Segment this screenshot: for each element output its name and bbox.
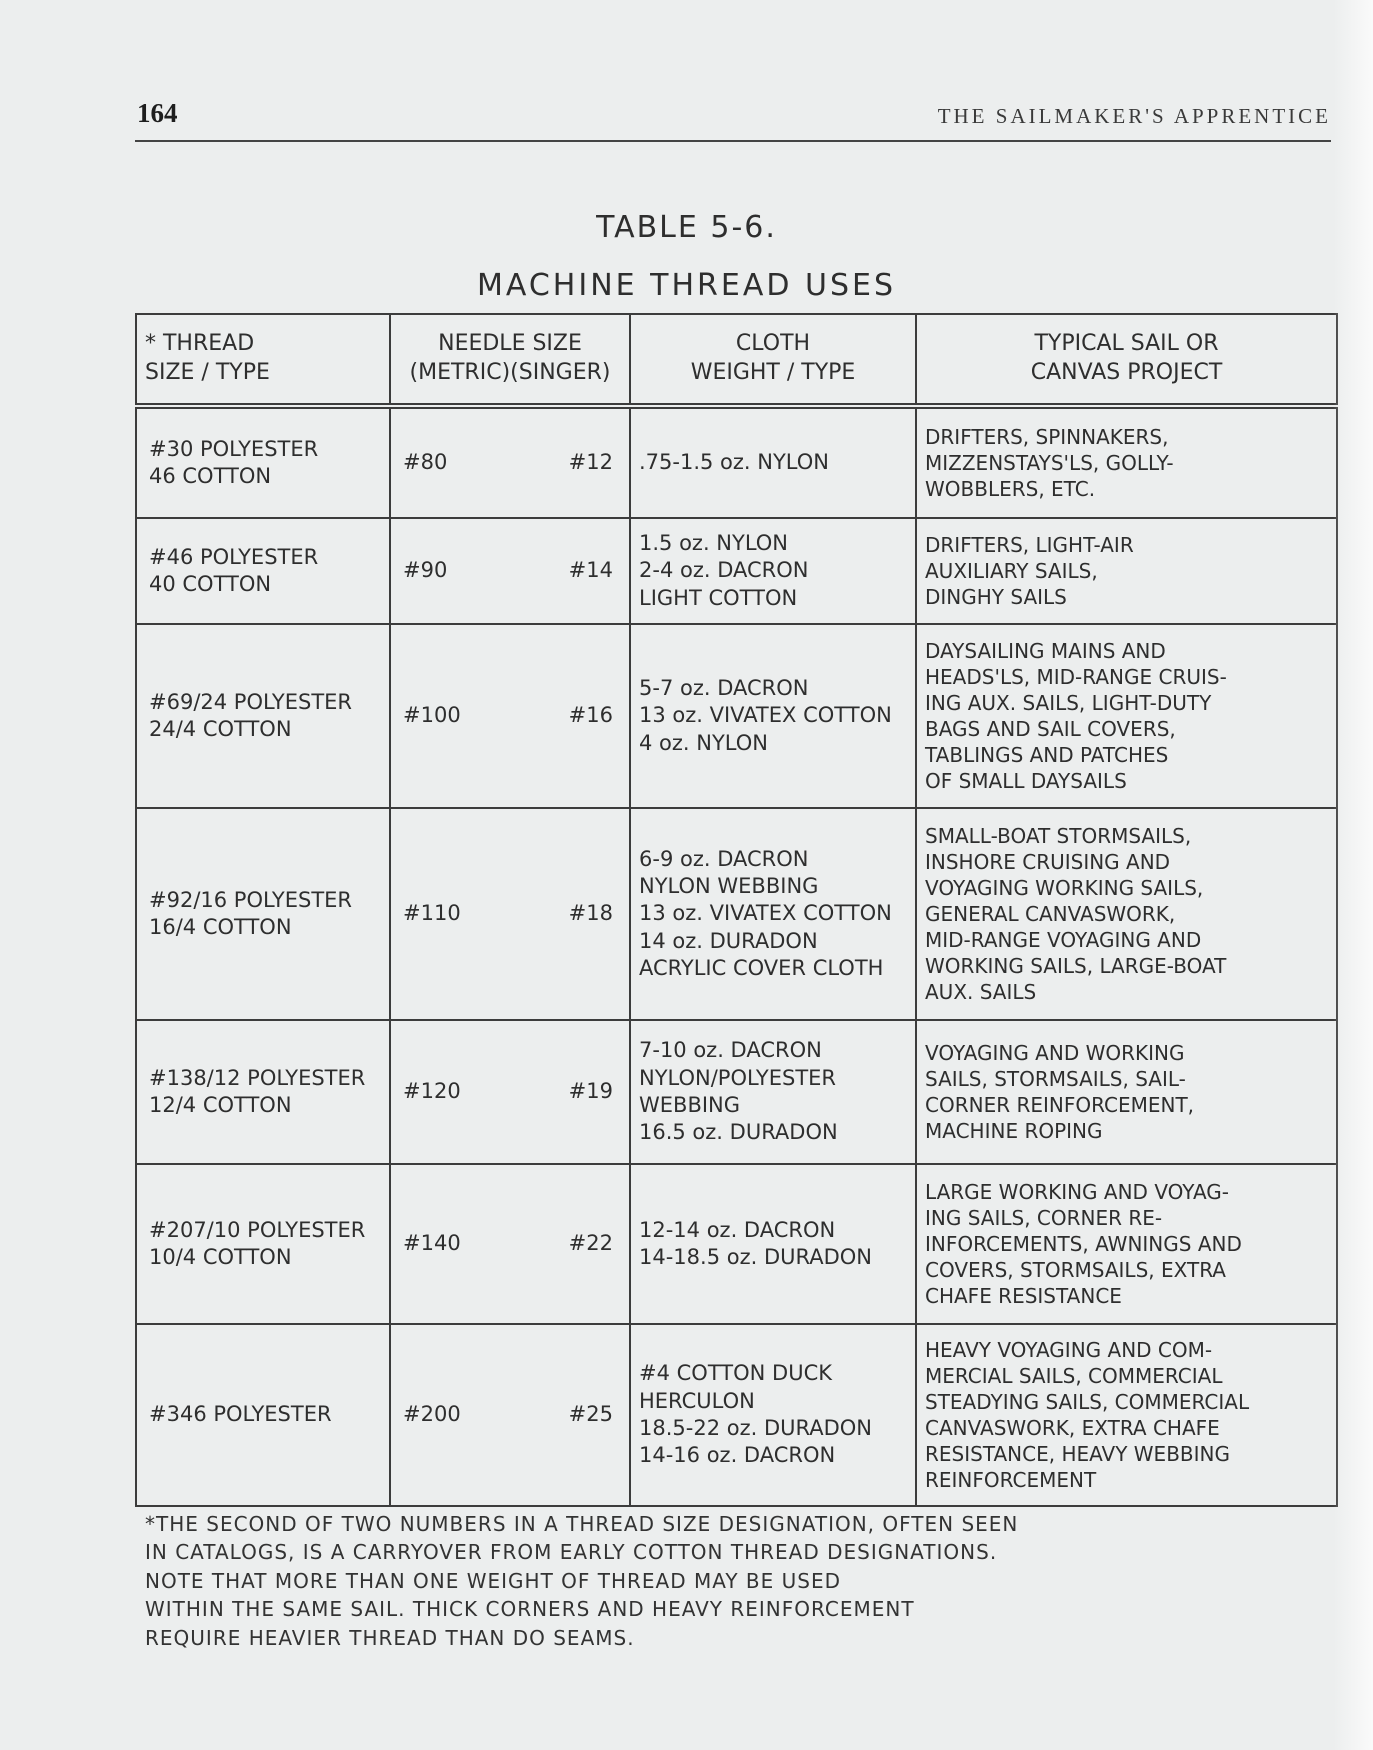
needle-cell bbox=[390, 1020, 630, 1164]
page-number: 164 bbox=[137, 98, 178, 128]
thread-table bbox=[135, 313, 1338, 1507]
table-row bbox=[136, 1324, 1337, 1506]
column-header-project: TYPICAL SAIL OR CANVAS PROJECT bbox=[916, 314, 1337, 406]
thread-cell: #92/16 POLYESTER 16/4 COTTON bbox=[136, 808, 390, 1020]
needle-metric: #200 bbox=[403, 1402, 461, 1427]
needle-singer: #16 bbox=[568, 703, 613, 728]
cloth-cell: 1.5 oz. NYLON 2-4 oz. DACRON LIGHT COTTON bbox=[630, 518, 916, 624]
thread-cell: #46 POLYESTER 40 COTTON bbox=[136, 518, 390, 624]
column-header-needle: NEEDLE SIZE (METRIC)(SINGER) bbox=[390, 314, 630, 406]
cloth-cell: 6-9 oz. DACRON NYLON WEBBING 13 oz. VIVATEX COTTON 14 oz. DURADON ACRYLIC COVER CLOTH bbox=[630, 808, 916, 1020]
needle-singer: #18 bbox=[568, 901, 613, 926]
needle-cell bbox=[390, 808, 630, 1020]
needle-singer: #19 bbox=[568, 1079, 613, 1104]
needle-singer: #22 bbox=[568, 1231, 613, 1256]
header-rule bbox=[135, 140, 1331, 142]
needle-cell bbox=[390, 624, 630, 808]
cloth-cell: 12-14 oz. DACRON 14-18.5 oz. DURADON bbox=[630, 1164, 916, 1324]
table-row bbox=[136, 1020, 1337, 1164]
project-cell: SMALL-BOAT STORMSAILS, INSHORE CRUISING AND VOYAGING WORKING SAILS, GENERAL CANVASWORK, MID-RANGE VOYAGING AND WORKING SAILS, LARGE-BOAT AUX. SAILS bbox=[916, 808, 1337, 1020]
column-header-cloth: CLOTH WEIGHT / TYPE bbox=[630, 314, 916, 406]
needle-cell bbox=[390, 1164, 630, 1324]
project-cell: DRIFTERS, LIGHT-AIR AUXILIARY SAILS, DINGHY SAILS bbox=[916, 518, 1337, 624]
page-edge-shadow bbox=[1333, 0, 1373, 1750]
needle-cell bbox=[390, 518, 630, 624]
table-subtitle: MACHINE THREAD USES bbox=[476, 268, 896, 303]
needle-singer: #14 bbox=[568, 558, 613, 583]
column-header-thread: * THREAD SIZE / TYPE bbox=[136, 314, 390, 406]
running-head: THE SAILMAKER'S APPRENTICE bbox=[937, 104, 1331, 128]
thread-cell: #138/12 POLYESTER 12/4 COTTON bbox=[136, 1020, 390, 1164]
needle-metric: #100 bbox=[403, 703, 461, 728]
table-footnote: *THE SECOND OF TWO NUMBERS IN A THREAD SIZE DESIGNATION, OFTEN SEEN IN CATALOGS, IS A CARRYOVER FROM EARLY COTTON THREAD DESIGNATIONS. NOTE THAT MORE THAN ONE WEIGHT OF THREAD MAY BE USED WITHIN THE SAME SAIL. THICK CORNERS AND HEAVY REINFORCEMENT REQUIRE HEAVIER THREAD THAN DO SEAMS. bbox=[145, 1512, 1019, 1650]
cloth-cell: #4 COTTON DUCK HERCULON 18.5-22 oz. DURADON 14-16 oz. DACRON bbox=[630, 1324, 916, 1506]
project-cell: LARGE WORKING AND VOYAG- ING SAILS, CORNER RE- INFORCEMENTS, AWNINGS AND COVERS, STORMSAILS, EXTRA CHAFE RESISTANCE bbox=[916, 1164, 1337, 1324]
table-row bbox=[136, 406, 1337, 518]
needle-metric: #110 bbox=[403, 901, 461, 926]
project-cell: DAYSAILING MAINS AND HEADS'LS, MID-RANGE CRUIS- ING AUX. SAILS, LIGHT-DUTY BAGS AND SAIL COVERS, TABLINGS AND PATCHES OF SMALL DAYSAILS bbox=[916, 624, 1337, 808]
project-cell: VOYAGING AND WORKING SAILS, STORMSAILS, SAIL- CORNER REINFORCEMENT, MACHINE ROPING bbox=[916, 1020, 1337, 1164]
cloth-cell: .75-1.5 oz. NYLON bbox=[630, 406, 916, 518]
needle-metric: #90 bbox=[403, 558, 448, 583]
header-row bbox=[136, 314, 1337, 406]
cloth-cell: 7-10 oz. DACRON NYLON/POLYESTER WEBBING 16.5 oz. DURADON bbox=[630, 1020, 916, 1164]
needle-singer: #12 bbox=[568, 450, 613, 475]
needle-cell bbox=[390, 1324, 630, 1506]
table-row bbox=[136, 1164, 1337, 1324]
needle-metric: #140 bbox=[403, 1231, 461, 1256]
thread-cell: #69/24 POLYESTER 24/4 COTTON bbox=[136, 624, 390, 808]
table-row bbox=[136, 624, 1337, 808]
needle-cell bbox=[390, 406, 630, 518]
needle-metric: #80 bbox=[403, 450, 448, 475]
needle-singer: #25 bbox=[568, 1402, 613, 1427]
table-title: TABLE 5-6. bbox=[596, 210, 777, 245]
thread-cell: #346 POLYESTER bbox=[136, 1324, 390, 1506]
table-row bbox=[136, 518, 1337, 624]
cloth-cell: 5-7 oz. DACRON 13 oz. VIVATEX COTTON 4 oz. NYLON bbox=[630, 624, 916, 808]
thread-cell: #30 POLYESTER 46 COTTON bbox=[136, 406, 390, 518]
project-cell: HEAVY VOYAGING AND COM- MERCIAL SAILS, COMMERCIAL STEADYING SAILS, COMMERCIAL CANVASWORK, EXTRA CHAFE RESISTANCE, HEAVY WEBBING REINFORCEMENT bbox=[916, 1324, 1337, 1506]
needle-metric: #120 bbox=[403, 1079, 461, 1104]
table-row bbox=[136, 808, 1337, 1020]
project-cell: DRIFTERS, SPINNAKERS, MIZZENSTAYS'LS, GOLLY- WOBBLERS, ETC. bbox=[916, 406, 1337, 518]
thread-cell: #207/10 POLYESTER 10/4 COTTON bbox=[136, 1164, 390, 1324]
